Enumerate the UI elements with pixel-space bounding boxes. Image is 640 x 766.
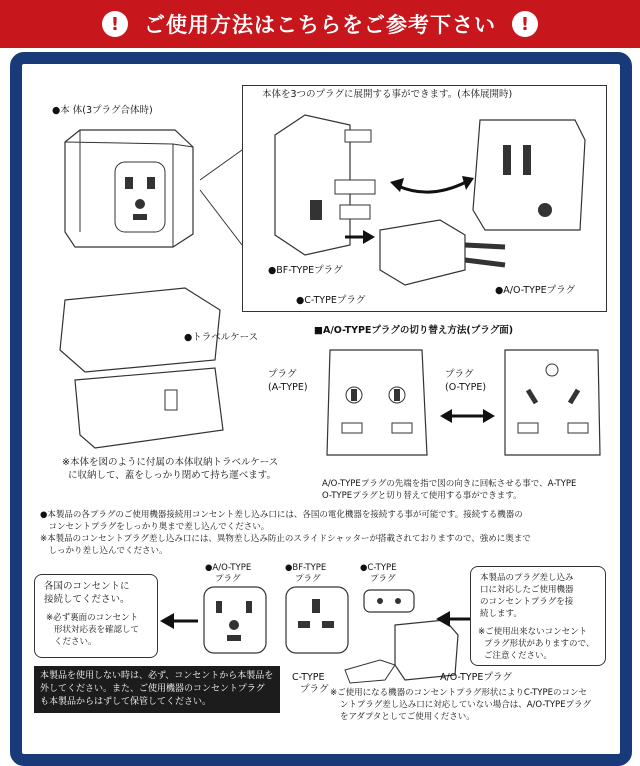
right-box-line-2: 口に対応したご使用機器 [480, 585, 574, 595]
switch-note-1: A/O-TYPEプラグの先端を指で図の向きに回転させる事で、A-TYPE [322, 479, 577, 489]
bottom-bf-label-1: ●BF-TYPE [285, 563, 327, 573]
note-2: コンセントプラグをしっかり奥まで差し込んでください。 [40, 522, 270, 532]
expansion-title: 本体を3つのプラグに展開する事ができます。(本体展開時) [262, 89, 513, 100]
travel-note-2: に収納して、蓋をしっかり閉めて持ち運べます。 [68, 470, 277, 481]
ctype-label-1: C-TYPE [292, 672, 325, 683]
ctype-label-2: プラグ [300, 684, 329, 695]
bottom-c-label-1: ●C-TYPE [360, 563, 397, 573]
storage-warning [34, 666, 280, 713]
travel-case-illustration [55, 280, 230, 455]
ao-type-label: ●A/O-TYPEプラグ [495, 285, 576, 296]
bottom-c-socket-illustration [362, 588, 417, 614]
callout-lines [200, 150, 250, 250]
arrow-left-icon [436, 610, 470, 628]
plug-a-label-2: (A-TYPE) [268, 382, 308, 393]
bottom-ao-label-1: ●A/O-TYPE [205, 563, 252, 573]
exclamation-icon: ! [102, 11, 128, 37]
c-plug-illustration [370, 215, 510, 290]
note-3: ※本製品のコンセントプラグ差し込み口には、異物差し込み防止のスライドシャッターが搭載されておりますので、強めに奥まで [40, 534, 531, 544]
page-title: ご使用方法はこちらをご参考下さい [144, 12, 496, 37]
body-label: ●本 体(3プラグ合体時) [52, 105, 153, 116]
left-box-line-5: ください。 [54, 637, 97, 647]
plug-a-label-1: プラグ [268, 369, 297, 380]
adapter-body-illustration [55, 122, 200, 252]
note-4: しっかり差し込んでください。 [40, 546, 168, 556]
a-type-face-illustration [322, 345, 432, 465]
right-box-line-1: 本製品のプラグ差し込み [480, 573, 574, 583]
right-box-line-4: 続します。 [480, 609, 522, 619]
left-box-line-3: ※必ず裏面のコンセント [46, 613, 139, 623]
storage-warning-line-2: 外してください。また、ご使用機器のコンセントプラグ [40, 684, 265, 694]
right-box-line-7: ご注意ください。 [484, 651, 553, 661]
plug-o-label-1: プラグ [445, 369, 474, 380]
storage-warning-line-1: 本製品を使用しない時は、必ず、コンセントから本製品を [40, 671, 274, 681]
plug-o-label-2: (O-TYPE) [445, 382, 487, 393]
arrow-left-icon [160, 612, 198, 630]
bottom-c-label-2: プラグ [370, 574, 396, 584]
double-arrow-icon [440, 408, 495, 424]
bf-type-label: ●BF-TYPEプラグ [268, 265, 343, 276]
travel-case-label: ●トラベルケース [184, 332, 259, 343]
aotype-label: A/O-TYPEプラグ [440, 672, 512, 683]
note-1: ●本製品の各プラグのご使用機器接続用コンセント差し込み口には、各国の電化機器を接続する事が可能です。接続する機器の [40, 510, 523, 520]
bottom-ao-socket-illustration [202, 585, 268, 655]
bottom-note-2: ントプラグ差し込み口に対応していない場合は、A/O-TYPEプラグ [340, 700, 592, 710]
swap-arrow-icon [390, 172, 475, 202]
bottom-note-1: ※ご使用になる機器のコンセントプラグ形状によりC-TYPEのコンセ [330, 688, 587, 698]
right-box-line-5: ※ご使用出来ないコンセント [478, 627, 588, 637]
right-box-line-6: プラグ形状がありますので、 [484, 639, 595, 649]
right-box-line-3: のコンセントプラグを接 [480, 597, 574, 607]
bottom-note-3: をアダプタとしてご使用ください。 [340, 712, 475, 722]
header-banner [0, 0, 640, 48]
travel-note-1: ※本体を図のように付属の本体収納トラベルケース [62, 457, 279, 468]
c-type-label: ●C-TYPEプラグ [296, 295, 366, 306]
left-box-line-1: 各国のコンセントに [44, 581, 130, 592]
exclamation-icon: ! [512, 11, 538, 37]
o-type-face-illustration [500, 345, 605, 465]
switch-note-2: O-TYPEプラグと切り替えて使用する事ができます。 [322, 491, 522, 501]
bottom-bf-label-2: プラグ [295, 574, 321, 584]
switch-title: ■A/O-TYPEプラグの切り替え方法(プラグ面) [314, 325, 514, 336]
bottom-ao-label-2: プラグ [215, 574, 241, 584]
left-box-line-4: 形状対応表を確認して [54, 625, 140, 635]
left-box-line-2: 接続してください。 [44, 594, 130, 605]
storage-warning-line-3: も本製品からはずして保管してください。 [40, 697, 212, 707]
